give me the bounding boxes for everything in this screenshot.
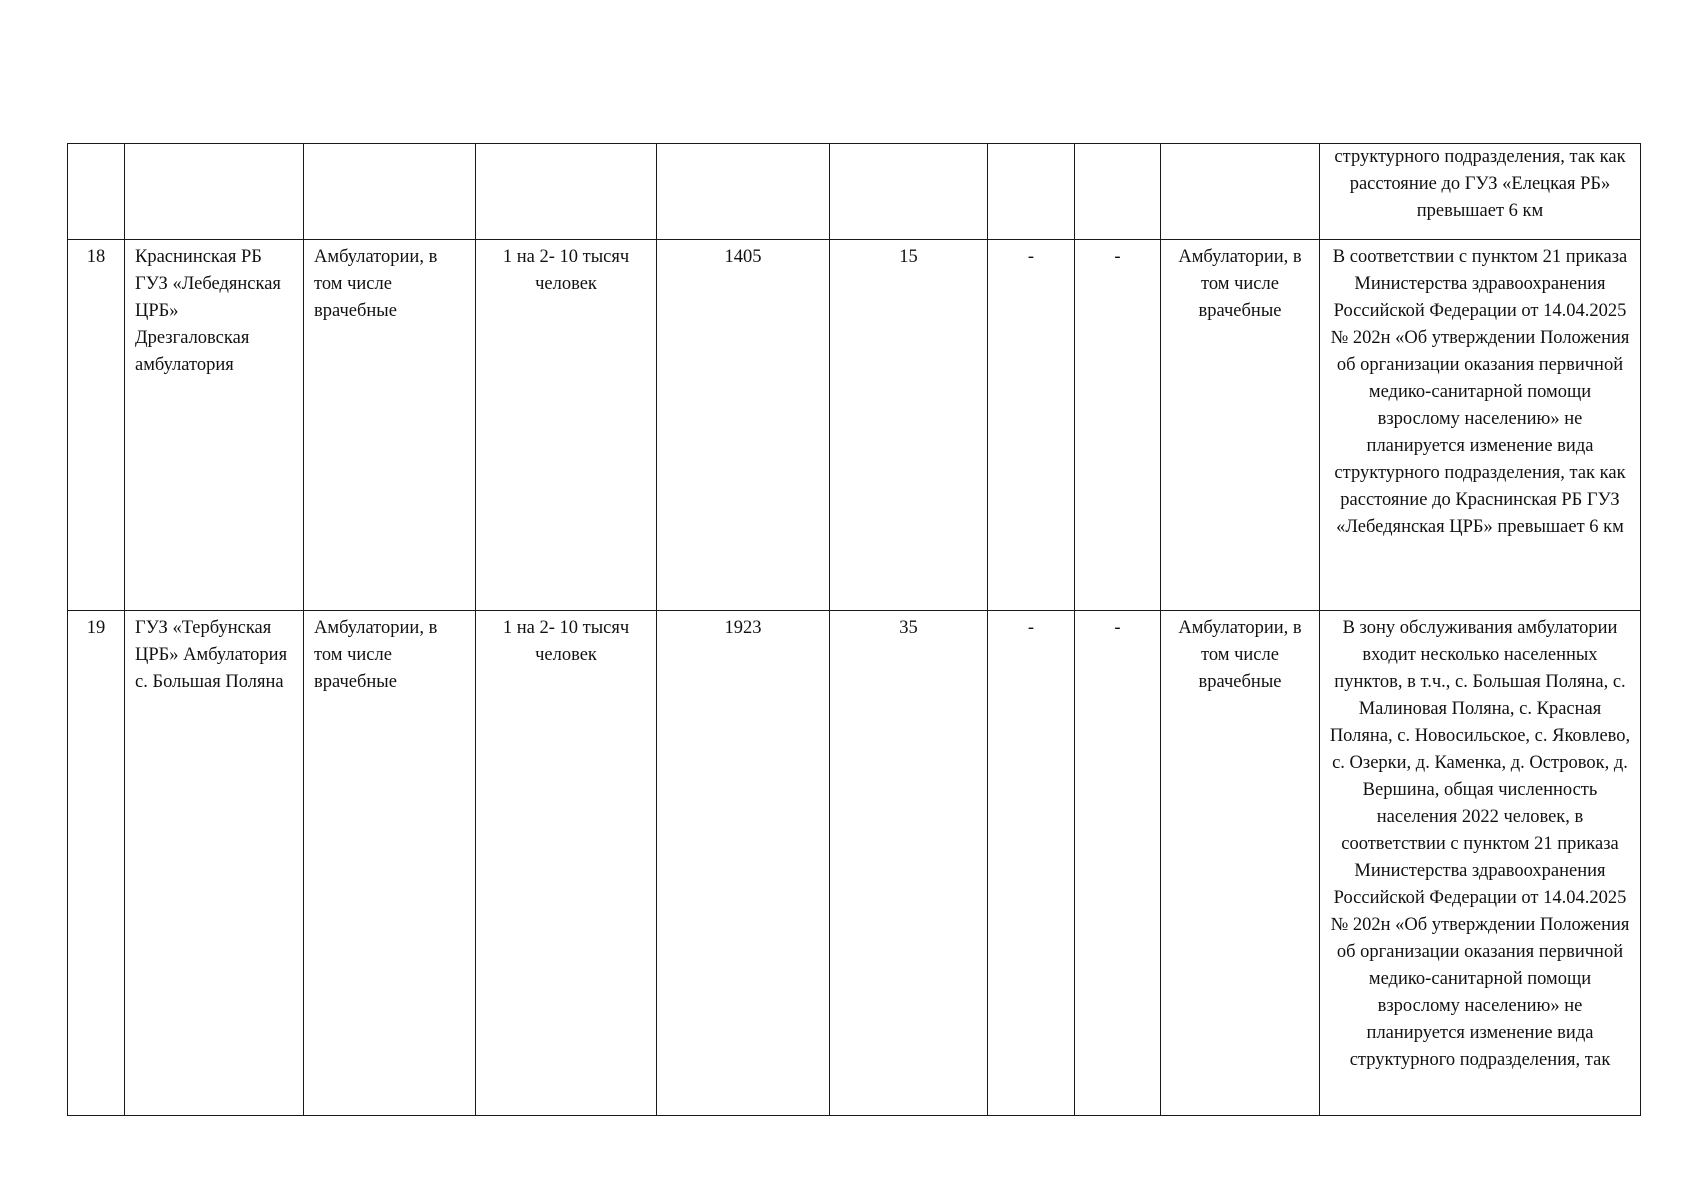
cell-col7 [988, 144, 1075, 240]
cell-number: 18 [68, 240, 125, 611]
cell-population [657, 144, 830, 240]
cell-col8: - [1075, 240, 1161, 611]
cell-distance [830, 144, 988, 240]
cell-remark: В зону обслуживания амбулатории входит несколько населенных пунктов, в т.ч., с. Большая Поляна, с. Малиновая Поляна, с. Красная Поляна, с. Новосильское, с. Яковлево, с. Озерки, д. Каменка, д. Островок, д. Вершина, общая численность населения 2022 человек, в соответствии с пунктом 21 приказа Министерства здравоохранения Российской Федерации от 14.04.2025 № 202н «Об утверждении Положения об организации оказания первичной медико-санитарной помощи взрослому населению» не планируется изменение вида структурного подразделения, так [1320, 611, 1641, 1116]
cell-distance: 15 [830, 240, 988, 611]
table-row [68, 240, 1641, 611]
facilities-table [67, 143, 1641, 1116]
cell-population: 1923 [657, 611, 830, 1116]
cell-organization [125, 144, 304, 240]
cell-number: 19 [68, 611, 125, 1116]
table-row-continued [68, 144, 1641, 240]
cell-unit-type [304, 144, 476, 240]
cell-distance: 35 [830, 611, 988, 1116]
cell-col7: - [988, 240, 1075, 611]
cell-planned-type: Амбулатории, в том числе врачебные [1161, 611, 1320, 1116]
cell-remark: В соответствии с пунктом 21 приказа Министерства здравоохранения Российской Федерации от 14.04.2025 № 202н «Об утверждении Положения об организации оказания первичной медико-санитарной помощи взрослому населению» не планируется изменение вида структурного подразделения, так как расстояние до Краснинская РБ ГУЗ «Лебедянская ЦРБ» превышает 6 км [1320, 240, 1641, 611]
cell-norm: 1 на 2- 10 тысяч человек [476, 611, 657, 1116]
cell-remark: структурного подразделения, так как расстояние до ГУЗ «Елецкая РБ» превышает 6 км [1320, 144, 1641, 240]
cell-organization: Краснинская РБ ГУЗ «Лебедянская ЦРБ» Дрезгаловская амбулатория [125, 240, 304, 611]
cell-unit-type: Амбулатории, в том числе врачебные [304, 240, 476, 611]
cell-planned-type [1161, 144, 1320, 240]
cell-col7: - [988, 611, 1075, 1116]
cell-planned-type: Амбулатории, в том числе врачебные [1161, 240, 1320, 611]
cell-col8 [1075, 144, 1161, 240]
cell-norm [476, 144, 657, 240]
cell-col8: - [1075, 611, 1161, 1116]
cell-population: 1405 [657, 240, 830, 611]
table-row [68, 611, 1641, 1116]
cell-unit-type: Амбулатории, в том числе врачебные [304, 611, 476, 1116]
cell-organization: ГУЗ «Тербунская ЦРБ» Амбулатория с. Большая Поляна [125, 611, 304, 1116]
cell-norm: 1 на 2- 10 тысяч человек [476, 240, 657, 611]
cell-number [68, 144, 125, 240]
